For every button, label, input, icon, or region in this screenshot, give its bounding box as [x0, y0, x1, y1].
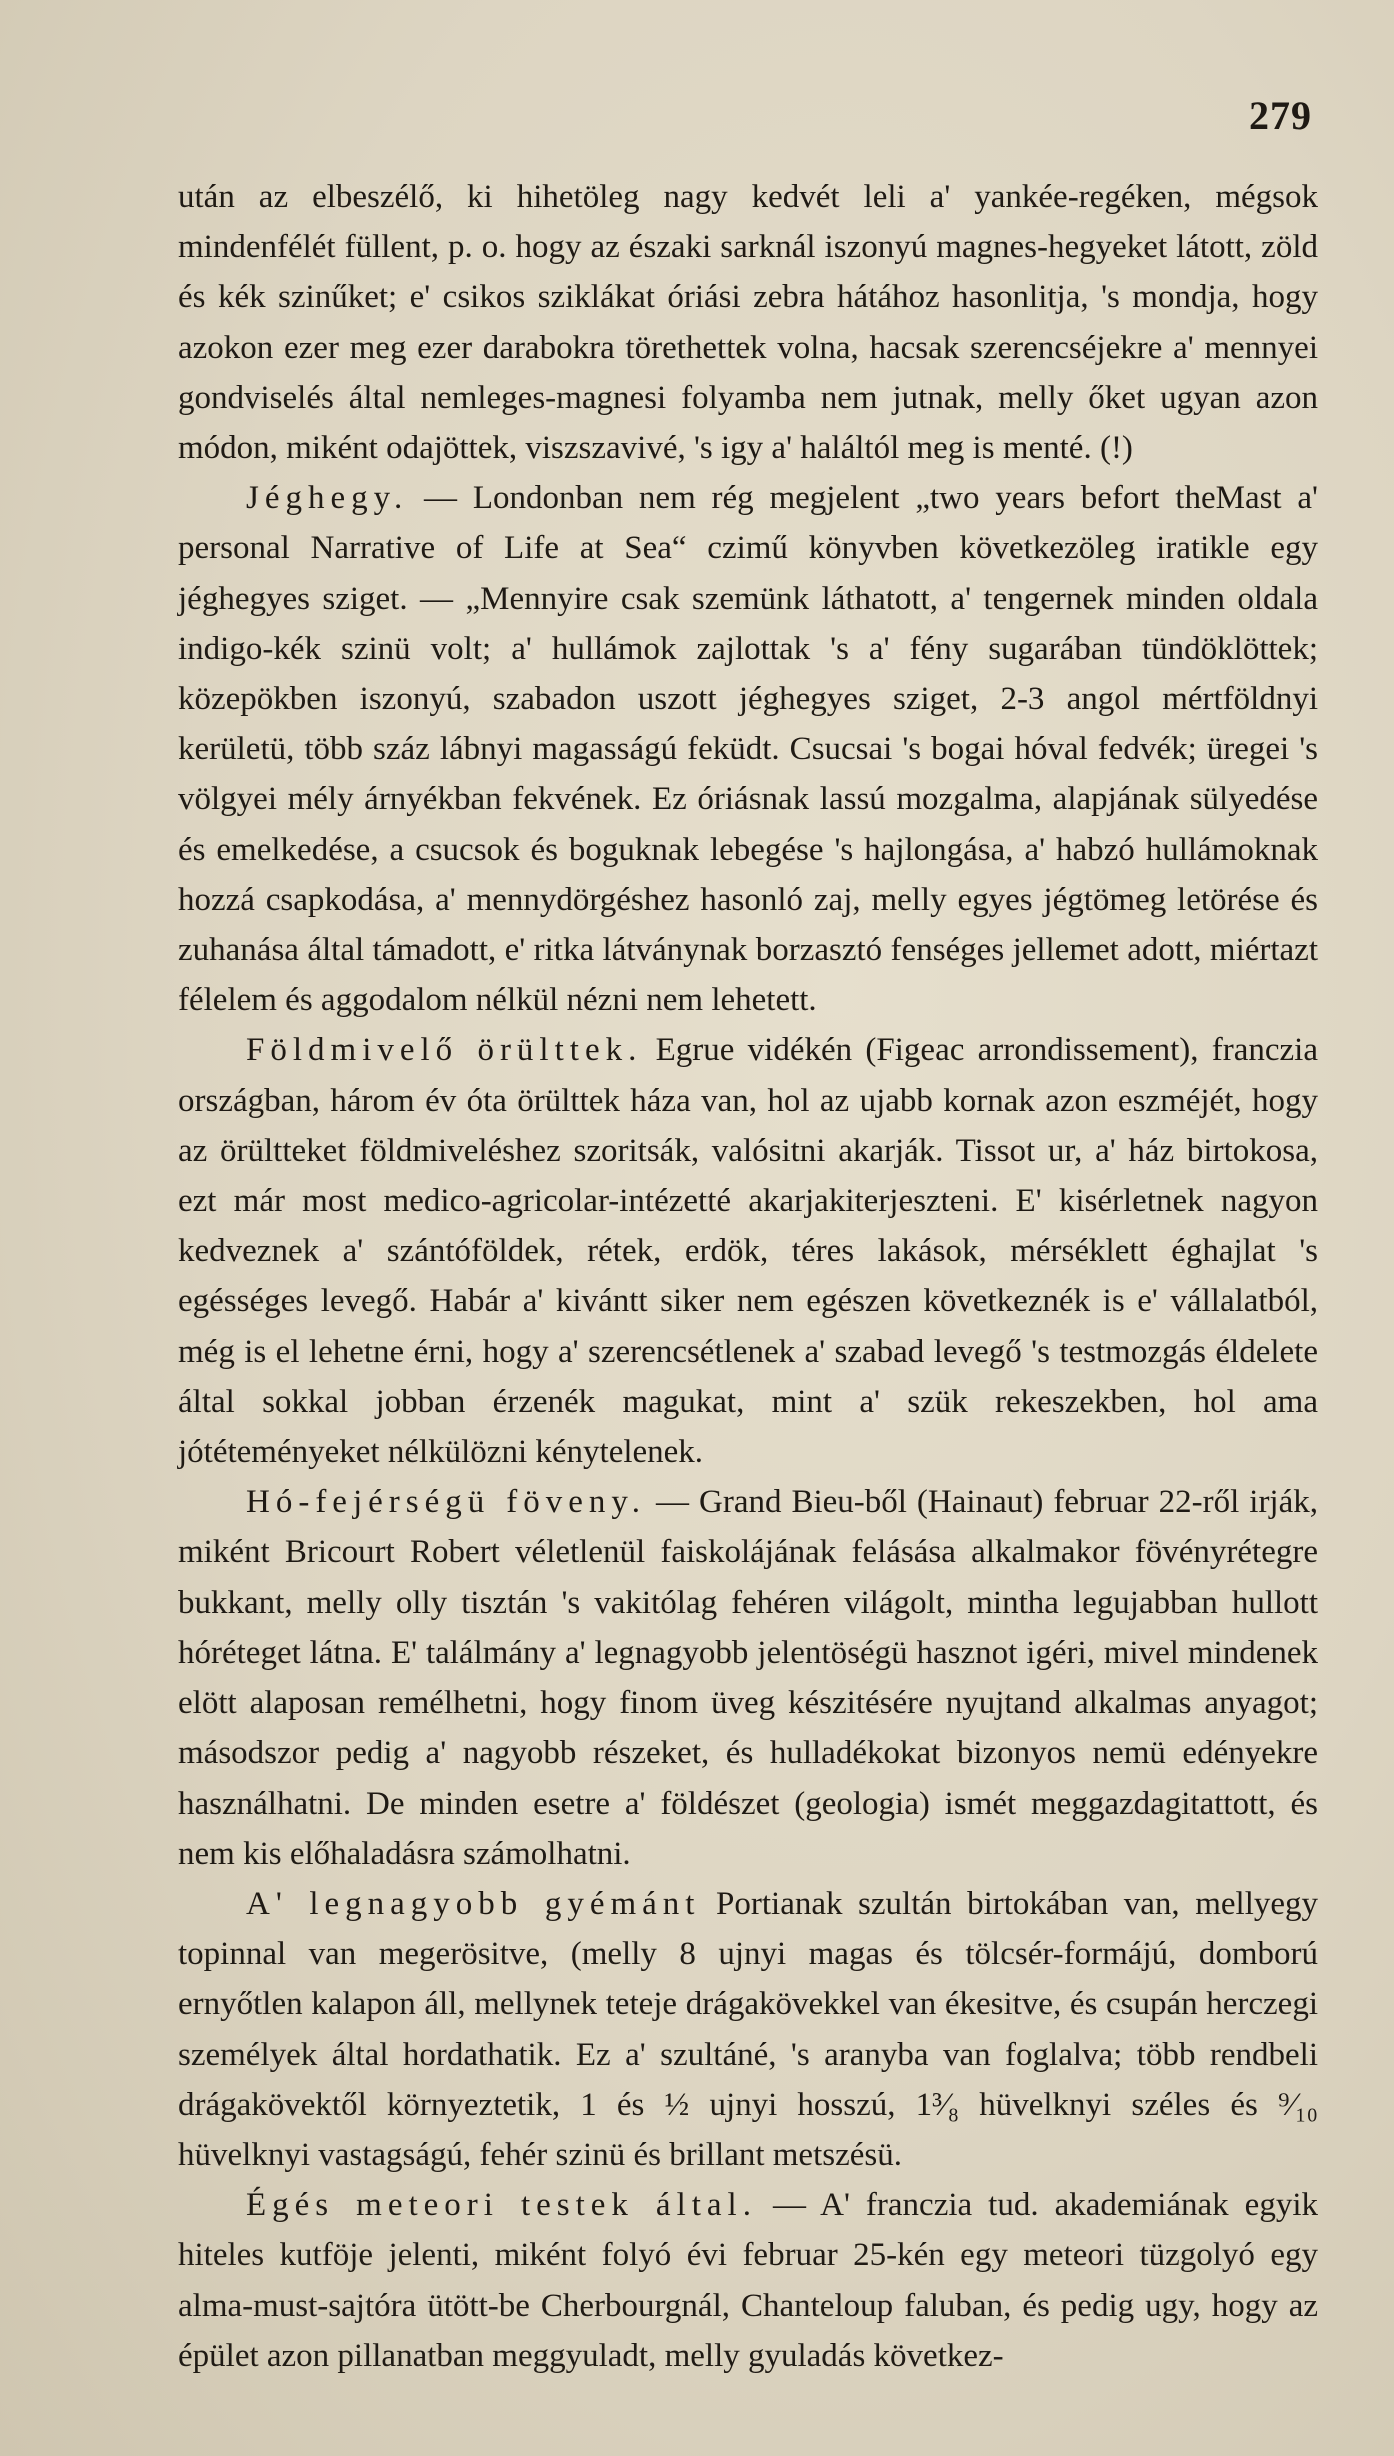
section-heading: Égés meteori testek által. — [246, 2187, 757, 2224]
paragraph-body: ujnyi hosszú, 1 — [689, 2086, 933, 2123]
paragraph-body: — A' franczia tud. akademiának egyik hiteles kutföje jelenti, miként folyó évi februar 25-kén egy meteori tüzgolyó egy alma-must-sajtóra ütött-be Cherbourgnál, Chanteloup faluban, és pedig ugy, hogy az épület azon pillanatban meggyuladt, melly gyuladás következ- — [178, 2187, 1318, 2374]
paragraph-farming-asylum — [178, 1025, 1318, 1477]
section-heading: Hó-fejérségü föveny. — [246, 1484, 646, 1521]
paragraph-body: — Grand Bieu-ből (Hainaut) februar 22-ről irják, miként Bricourt Robert véletlenül faiskolájának felásása alkalmakor fövényrétegre bukkant, melly olly tisztán 's vakitólag fehéren világolt, mintha legujabban hullott hóréteget látna. E' találmány a' legnagyobb jelentöségü hasznot igéri, mivel mindenek elött alaposan remélhetni, hogy finom üveg készitésére nyujtand alkalmas anyagot; másodszor pedig a' nagyobb részeket, és hulladékokat bizonyos nemü edényekre használhatni. De minden esetre a' földészet (geologia) ismét meggazdagitattott, és nem kis előhaladásra számolhatni. — [178, 1484, 1318, 1872]
paragraph-meteor-fire — [178, 2180, 1318, 2381]
section-heading: Földmivelő örülttek. — [246, 1032, 643, 1069]
fraction-nine-tenths: ⁹⁄₁₀ — [1277, 2086, 1318, 2123]
paragraph-body: — Londonban nem rég megjelent „two years befort theMast a' personal Narrative of Life at Sea“ czimű könyvben következöleg iratikle egy jéghegyes sziget. — „Mennyire csak szemünk láthatott, a' tengernek minden oldala indigo-kék szinü volt; a' hullámok zajlottak 's a' fény sugarában tündöklöttek; közepökben iszonyú, szabadon uszott jéghegyes sziget, 2-3 angol mértföldnyi kerületü, több száz lábnyi magasságú feküdt. Csucsai 's bogai hóval fedvék; üregei 's völgyei mély árnyékban fekvének. Ez óriásnak lassú mozgalma, alapjának sülyedése és emelkedése, a csucsok és boguknak lebegése 's hajlongása, a' habzó hullámoknak hozzá csapkodása, a' mennydörgéshez hasonló zaj, melly egyes jégtömeg letörése és zuhanása által támadott, e' ritka látványnak borzasztó fenséges jellemet adott, miértazt félelem és aggodalom nélkül nézni nem lehetett. — [178, 480, 1318, 1019]
paragraph-body: hüvelknyi vastagságú, fehér szinü és brillant metszésü. — [178, 2136, 902, 2173]
paragraph-body: Egrue vidékén (Figeac arrondissement), franczia országban, három év óta örülttek háza van, hol az ujabb kornak azon eszméjét, hogy az örültteket földmiveléshez szoritsák, valósitni akarják. Tissot ur, a' ház birtokosa, ezt már most medico-agricolar-intézetté akarjakiterjeszteni. E' kisérletnek nagyon kedveznek a' szántóföldek, rétek, erdök, téres lakások, mérséklett éghajlat 's egésséges levegő. Habár a' kivántt siker nem egészen következnék is e' vállalatból, még is el lehetne érni, hogy a' szerencsétlenek a' szabad levegő 's testmozgás éldelete által sokkal jobban érzenék magukat, mint a' szük rekeszekben, hol ama jótéteményeket nélkülözni kénytelenek. — [178, 1032, 1318, 1471]
section-heading: Jéghegy. — [246, 480, 409, 517]
paragraph-diamond — [178, 1879, 1318, 2180]
fraction-half: ½ — [664, 2086, 690, 2123]
paragraph-iceberg — [178, 473, 1318, 1025]
body-text — [178, 172, 1318, 2381]
page-number: 279 — [1249, 93, 1312, 138]
fraction-three-eighths: ³⁄₈ — [932, 2086, 960, 2123]
paragraph-body: hüvelknyi széles és — [959, 2086, 1278, 2123]
section-heading: A' legnagyobb gyémánt — [246, 1885, 701, 1922]
paragraph-white-sand — [178, 1477, 1318, 1879]
paragraph-yankee-story — [178, 172, 1318, 473]
paragraph-body: Portianak szultán birtokában van, mellyegy topinnal van megerösitve, (melly 8 ujnyi magas és tölcsér-formájú, domború ernyőtlen kalapon áll, mellynek teteje drágakövekkel van ékesitve, és csupán herczegi személyek által hordathatik. Ez a' szultáné, 's aranyba van foglalva; több rendbeli drágakövektől környeztetik, 1 és — [178, 1885, 1319, 2123]
paragraph-body: után az elbeszélő, ki hihetöleg nagy kedvét leli a' yankée-regéken, mégsok mindenfélét füllent, p. o. hogy az északi sarknál iszonyú magnes-hegyeket látott, zöld és kék szinűket; e' csikos sziklákat óriási zebra hátához hasonlitja, 's mondja, hogy azokon ezer meg ezer darabokra törethettek volna, hacsak szerencséjekre a' mennyei gondviselés által nemleges-magnesi folyamba nem jutnak, melly őket ugyan azon módon, miként odajöttek, viszszavivé, 's igy a' haláltól meg is menté. (!) — [178, 179, 1318, 467]
